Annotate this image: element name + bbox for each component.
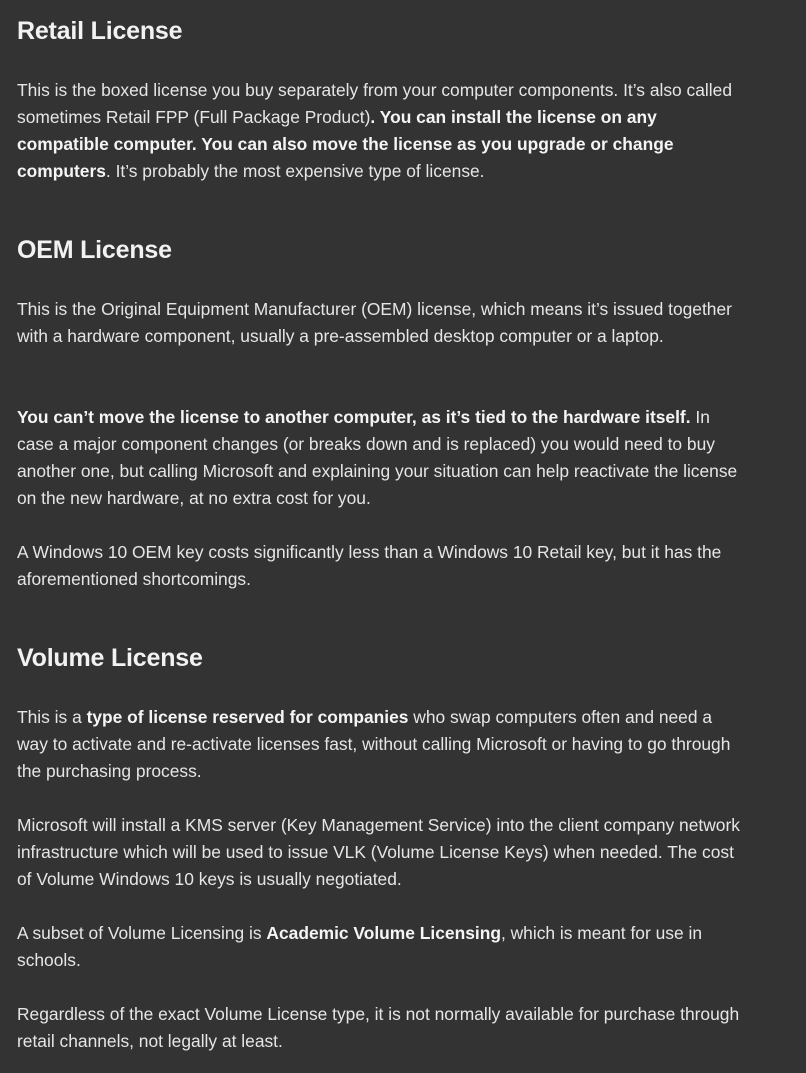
bold-text: . You can install the license on any compatible computer. You can also move the license as you upgrade or change computers: [17, 107, 674, 181]
text-span: A subset of Volume Licensing is: [17, 923, 267, 943]
text-span: This is the boxed license you buy separately from your computer components. It’s also called sometimes Retail FPP (Full Package Product): [17, 80, 732, 127]
paragraph-volume-availability: Regardless of the exact Volume License type, it is not normally available for purchase through retail channels, not legally at least.: [17, 1004, 740, 1051]
text-span: In case a major component changes (or breaks down and is replaced) you would need to buy another one, but calling Microsoft and explaining your situation can help reactivate the license on the new hardware, at no extra cost for you.: [17, 407, 738, 508]
paragraph-retail-description: [17, 77, 742, 185]
heading-volume-license: Volume License: [17, 644, 203, 672]
paragraph-volume-kms: Microsoft will install a KMS server (Key Management Service) into the client company network infrastructure which will be used to issue VLK (Volume License Keys) when needed. The cost of Volume Windows 10 keys is usually negotiated.: [17, 815, 740, 889]
paragraph-oem-description: This is the Original Equipment Manufacturer (OEM) license, which means it’s issued together with a hardware component, usually a pre-assembled desktop computer or a laptop.: [17, 299, 732, 346]
bold-text: type of license reserved for companies: [86, 707, 409, 727]
text-span: . It’s probably the most expensive type of license.: [105, 161, 485, 181]
paragraph-oem-cost: A Windows 10 OEM key costs significantly less than a Windows 10 Retail key, but it has the aforementioned shortcomings.: [17, 542, 722, 589]
text-span: This is a: [17, 707, 87, 727]
bold-text: You can’t move the license to another computer, as it’s tied to the hardware itself.: [17, 407, 691, 427]
paragraph-oem-restriction: [17, 404, 742, 512]
bold-text: Academic Volume Licensing: [266, 923, 501, 943]
paragraph-volume-academic: [17, 920, 742, 974]
heading-retail-license: Retail License: [17, 17, 183, 45]
heading-oem-license: OEM License: [17, 236, 172, 264]
text-span: who swap computers often and need a way to activate and re-activate licenses fast, without calling Microsoft or having to go through the purchasing process.: [17, 707, 731, 781]
text-span: , which is meant for use in schools.: [17, 923, 702, 970]
paragraph-volume-description: [17, 704, 742, 785]
